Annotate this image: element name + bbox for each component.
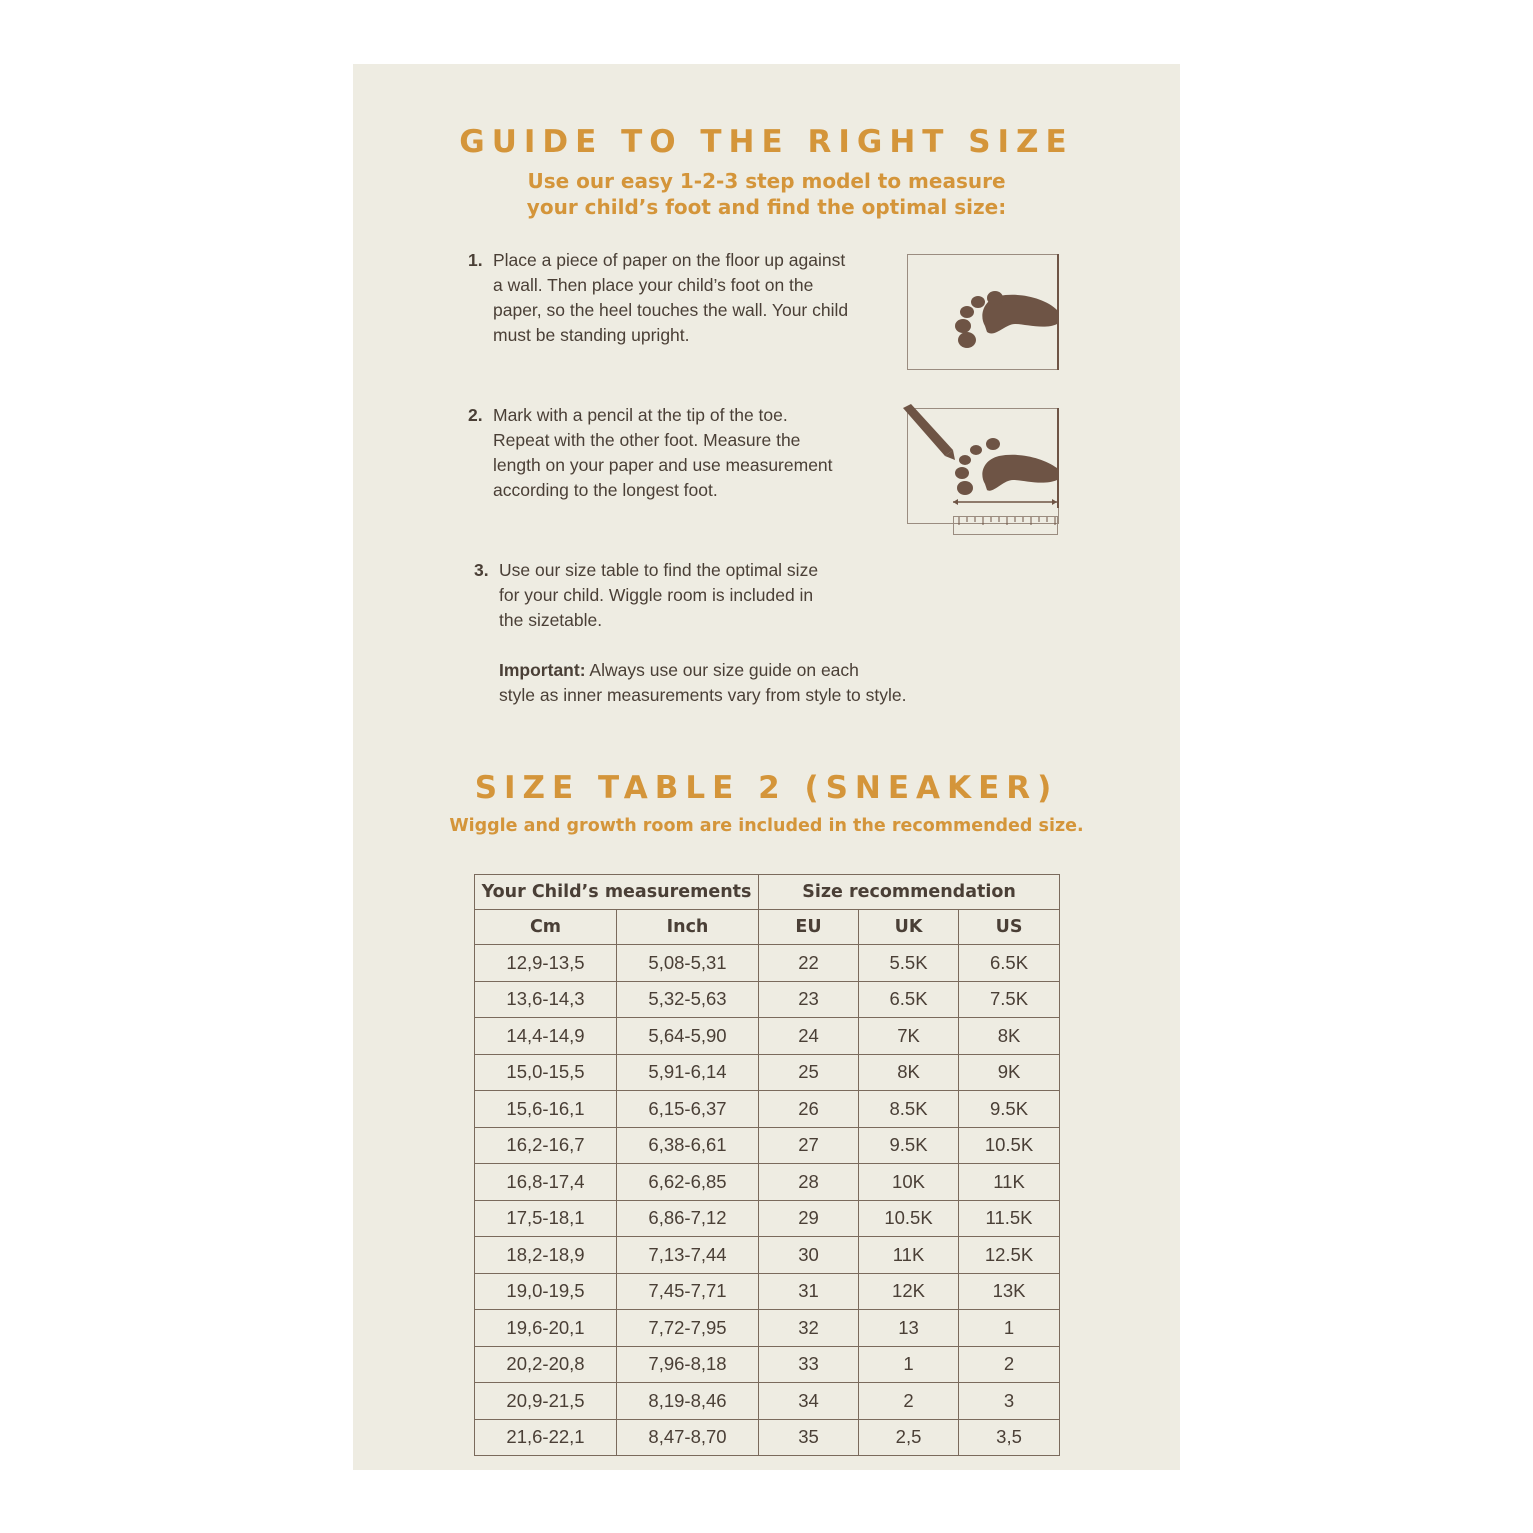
cell-eu: 35 xyxy=(759,1419,859,1456)
cell-eu: 32 xyxy=(759,1310,859,1347)
step-line: a wall. Then place your child’s foot on the xyxy=(493,275,814,295)
cell-uk: 6.5K xyxy=(859,981,959,1018)
cell-uk: 12K xyxy=(859,1273,959,1310)
cell-inch: 7,45-7,71 xyxy=(617,1273,759,1310)
cell-cm: 19,6-20,1 xyxy=(475,1310,617,1347)
important-line xyxy=(499,658,907,683)
cell-uk: 8.5K xyxy=(859,1091,959,1128)
cell-uk: 11K xyxy=(859,1237,959,1274)
step-line: Use our size table to find the optimal size xyxy=(499,560,819,580)
column-header-inch: Inch xyxy=(617,910,759,945)
table-body xyxy=(475,945,1060,1456)
cell-cm: 17,5-18,1 xyxy=(475,1200,617,1237)
table-row xyxy=(475,1018,1060,1055)
cell-cm: 12,9-13,5 xyxy=(475,945,617,982)
column-header-eu: EU xyxy=(759,910,859,945)
cell-cm: 15,0-15,5 xyxy=(475,1054,617,1091)
cell-inch: 6,62-6,85 xyxy=(617,1164,759,1201)
step-line: according to the longest foot. xyxy=(493,480,718,500)
cell-eu: 33 xyxy=(759,1346,859,1383)
cell-us: 8K xyxy=(959,1018,1060,1055)
cell-us: 10.5K xyxy=(959,1127,1060,1164)
cell-uk: 2 xyxy=(859,1383,959,1420)
cell-eu: 22 xyxy=(759,945,859,982)
cell-uk: 8K xyxy=(859,1054,959,1091)
guide-subtitle-line: Use our easy 1-2-3 step model to measure xyxy=(527,169,1006,193)
cell-cm: 19,0-19,5 xyxy=(475,1273,617,1310)
cell-uk: 5.5K xyxy=(859,945,959,982)
cell-us: 3,5 xyxy=(959,1419,1060,1456)
cell-inch: 7,96-8,18 xyxy=(617,1346,759,1383)
table-row xyxy=(475,1054,1060,1091)
table-group-header-row xyxy=(475,875,1060,910)
table-row xyxy=(475,1237,1060,1274)
cell-inch: 5,64-5,90 xyxy=(617,1018,759,1055)
table-row xyxy=(475,1346,1060,1383)
table-row xyxy=(475,1200,1060,1237)
cell-eu: 30 xyxy=(759,1237,859,1274)
cell-inch: 8,19-8,46 xyxy=(617,1383,759,1420)
step-number: 2. xyxy=(468,405,483,425)
cell-eu: 29 xyxy=(759,1200,859,1237)
cell-uk: 10K xyxy=(859,1164,959,1201)
step-line: the sizetable. xyxy=(499,610,603,630)
cell-eu: 34 xyxy=(759,1383,859,1420)
step-line: must be standing upright. xyxy=(493,325,690,345)
column-header-us: US xyxy=(959,910,1060,945)
cell-eu: 28 xyxy=(759,1164,859,1201)
cell-us: 6.5K xyxy=(959,945,1060,982)
cell-inch: 6,15-6,37 xyxy=(617,1091,759,1128)
cell-us: 9K xyxy=(959,1054,1060,1091)
cell-cm: 16,8-17,4 xyxy=(475,1164,617,1201)
size-guide-card xyxy=(353,64,1180,1470)
cell-us: 7.5K xyxy=(959,981,1060,1018)
table-row xyxy=(475,1091,1060,1128)
guide-subtitle xyxy=(353,168,1180,220)
step-line: for your child. Wiggle room is included in xyxy=(499,585,814,605)
table-row xyxy=(475,981,1060,1018)
cell-eu: 25 xyxy=(759,1054,859,1091)
step-text xyxy=(493,403,893,503)
table-row xyxy=(475,1127,1060,1164)
cell-uk: 9.5K xyxy=(859,1127,959,1164)
cell-uk: 7K xyxy=(859,1018,959,1055)
table-row xyxy=(475,1419,1060,1456)
important-note xyxy=(499,658,907,708)
table-row xyxy=(475,1273,1060,1310)
step-line: Place a piece of paper on the floor up against xyxy=(493,250,846,270)
table-row xyxy=(475,1310,1060,1347)
cell-eu: 23 xyxy=(759,981,859,1018)
group-header-measurements: Your Child’s measurements xyxy=(475,875,759,910)
cell-eu: 31 xyxy=(759,1273,859,1310)
step-number: 3. xyxy=(474,560,489,580)
guide-subtitle-line: your child’s foot and find the optimal size: xyxy=(526,195,1007,219)
step-line: length on your paper and use measurement xyxy=(493,455,833,475)
cell-us: 9.5K xyxy=(959,1091,1060,1128)
cell-inch: 7,13-7,44 xyxy=(617,1237,759,1274)
cell-cm: 20,2-20,8 xyxy=(475,1346,617,1383)
cell-cm: 13,6-14,3 xyxy=(475,981,617,1018)
cell-us: 11K xyxy=(959,1164,1060,1201)
table-row xyxy=(475,1164,1060,1201)
cell-eu: 24 xyxy=(759,1018,859,1055)
important-label: Important: xyxy=(499,660,586,680)
important-line: style as inner measurements vary from style to style. xyxy=(499,685,907,705)
cell-inch: 5,32-5,63 xyxy=(617,981,759,1018)
cell-us: 12.5K xyxy=(959,1237,1060,1274)
cell-eu: 26 xyxy=(759,1091,859,1128)
cell-cm: 15,6-16,1 xyxy=(475,1091,617,1128)
cell-us: 3 xyxy=(959,1383,1060,1420)
step-line: paper, so the heel touches the wall. Your child xyxy=(493,300,849,320)
cell-inch: 7,72-7,95 xyxy=(617,1310,759,1347)
cell-cm: 16,2-16,7 xyxy=(475,1127,617,1164)
column-header-uk: UK xyxy=(859,910,959,945)
cell-uk: 1 xyxy=(859,1346,959,1383)
cell-uk: 13 xyxy=(859,1310,959,1347)
important-text: Always use our size guide on each xyxy=(585,660,859,680)
cell-us: 2 xyxy=(959,1346,1060,1383)
size-table-title: SIZE TABLE 2 (SNEAKER) xyxy=(474,770,1059,806)
cell-us: 1 xyxy=(959,1310,1060,1347)
table-header-row xyxy=(475,910,1060,945)
cell-inch: 6,86-7,12 xyxy=(617,1200,759,1237)
step-line: Repeat with the other foot. Measure the xyxy=(493,430,801,450)
cell-inch: 5,08-5,31 xyxy=(617,945,759,982)
step-text xyxy=(499,558,899,633)
guide-title: GUIDE TO THE RIGHT SIZE xyxy=(459,124,1074,160)
cell-us: 11.5K xyxy=(959,1200,1060,1237)
step-number: 1. xyxy=(468,250,483,270)
size-table-subtitle: Wiggle and growth room are included in the recommended size. xyxy=(449,816,1084,836)
cell-cm: 20,9-21,5 xyxy=(475,1383,617,1420)
cell-cm: 14,4-14,9 xyxy=(475,1018,617,1055)
cell-cm: 18,2-18,9 xyxy=(475,1237,617,1274)
cell-inch: 8,47-8,70 xyxy=(617,1419,759,1456)
cell-cm: 21,6-22,1 xyxy=(475,1419,617,1456)
cell-uk: 2,5 xyxy=(859,1419,959,1456)
size-table xyxy=(474,874,1060,1456)
pencil-footprint-ruler-icon xyxy=(901,404,1061,544)
cell-inch: 5,91-6,14 xyxy=(617,1054,759,1091)
cell-eu: 27 xyxy=(759,1127,859,1164)
table-row xyxy=(475,1383,1060,1420)
step-text xyxy=(493,248,893,348)
table-row xyxy=(475,945,1060,982)
cell-us: 13K xyxy=(959,1273,1060,1310)
footprint-icon xyxy=(907,254,1059,370)
column-header-cm: Cm xyxy=(475,910,617,945)
cell-uk: 10.5K xyxy=(859,1200,959,1237)
group-header-recommendation: Size recommendation xyxy=(759,875,1060,910)
step-line: Mark with a pencil at the tip of the toe. xyxy=(493,405,788,425)
cell-inch: 6,38-6,61 xyxy=(617,1127,759,1164)
